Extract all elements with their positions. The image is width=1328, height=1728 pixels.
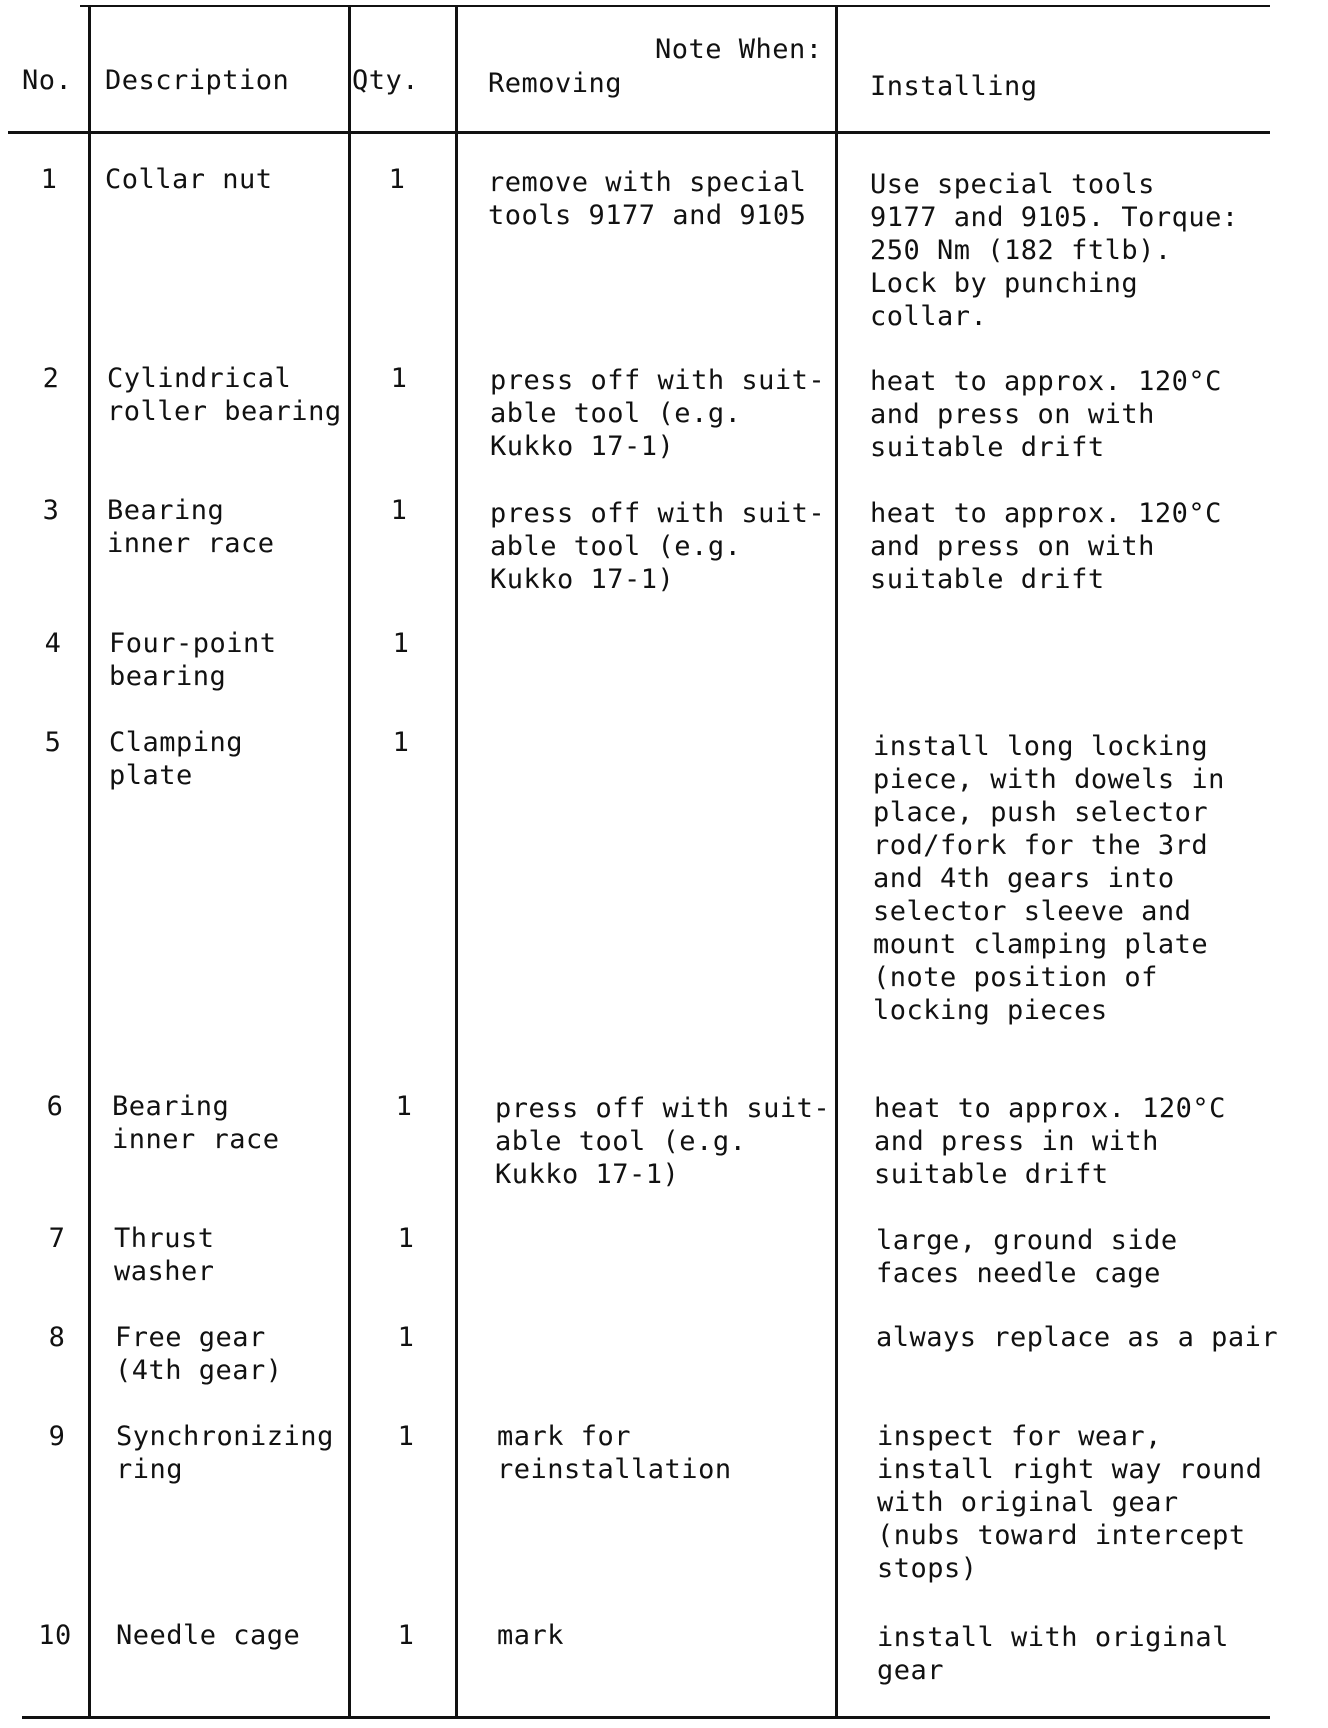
row-8-no: 8 (48, 1322, 66, 1353)
row-1-installing: Use special tools 9177 and 9105. Torque: 250 Nm (182 ftlb). Lock by punching collar. (870, 169, 1239, 332)
row-3-removing: press off with suit- able tool (e.g. Kukko 17-1) (490, 498, 826, 595)
row-3-description: Bearing inner race (107, 495, 275, 559)
row-1-qty: 1 (388, 164, 406, 195)
row-8-description: Free gear (4th gear) (115, 1322, 283, 1386)
row-9-removing: mark for reinstallation (497, 1421, 732, 1485)
header-removing: Removing (488, 68, 623, 99)
col-divider-2 (348, 5, 351, 1718)
col-divider-4 (835, 5, 838, 1718)
row-2-installing: heat to approx. 120°C and press on with suitable drift (870, 366, 1222, 463)
row-2-no: 2 (42, 363, 60, 394)
row-9-qty: 1 (397, 1421, 415, 1452)
row-6-description: Bearing inner race (112, 1091, 280, 1155)
row-10-installing: install with original gear (877, 1622, 1229, 1686)
row-8-qty: 1 (397, 1322, 415, 1353)
row-7-installing: large, ground side faces needle cage (876, 1225, 1178, 1289)
header-installing: Installing (870, 71, 1038, 102)
row-8-installing: always replace as a pair (876, 1322, 1279, 1353)
row-6-removing: press off with suit- able tool (e.g. Kukko 17-1) (495, 1093, 831, 1190)
row-10-removing: mark (497, 1620, 565, 1651)
row-9-installing: inspect for wear, install right way round with original gear (nubs toward intercept stops) (877, 1421, 1263, 1584)
top-rule (80, 5, 1270, 7)
row-2-removing: press off with suit- able tool (e.g. Kukko 17-1) (490, 365, 826, 462)
row-6-no: 6 (46, 1091, 64, 1122)
row-4-description: Four-point bearing (109, 628, 277, 692)
row-1-no: 1 (40, 164, 58, 195)
header-description: Description (105, 65, 290, 96)
header-note-when: Note When: (655, 34, 823, 65)
row-10-qty: 1 (397, 1620, 415, 1651)
row-7-description: Thrust washer (114, 1223, 215, 1287)
row-7-no: 7 (48, 1223, 66, 1254)
row-3-installing: heat to approx. 120°C and press on with suitable drift (870, 498, 1222, 595)
row-4-qty: 1 (392, 628, 410, 659)
header-no: No. (22, 65, 73, 96)
row-9-description: Synchronizing ring (116, 1421, 334, 1485)
col-divider-3 (455, 5, 458, 1718)
row-5-description: Clamping plate (109, 727, 244, 791)
row-7-qty: 1 (397, 1223, 415, 1254)
row-9-no: 9 (48, 1421, 66, 1452)
col-divider-1 (88, 5, 91, 1718)
header-rule (8, 131, 1270, 134)
header-qty: Qty. (352, 65, 420, 96)
row-6-qty: 1 (395, 1091, 413, 1122)
row-5-installing: install long locking piece, with dowels in place, push selector rod/fork for the 3rd and 4th gears into selector sleeve and mount clamping plate (note position of locking pieces (873, 731, 1225, 1026)
row-1-removing: remove with special tools 9177 and 9105 (488, 167, 807, 231)
row-3-no: 3 (42, 495, 60, 526)
row-5-no: 5 (44, 727, 62, 758)
row-5-qty: 1 (392, 727, 410, 758)
row-10-no: 10 (38, 1620, 72, 1651)
row-1-description: Collar nut (105, 164, 273, 195)
row-6-installing: heat to approx. 120°C and press in with suitable drift (874, 1093, 1226, 1190)
row-4-no: 4 (44, 628, 62, 659)
row-3-qty: 1 (390, 495, 408, 526)
row-2-description: Cylindrical roller bearing (107, 363, 342, 427)
row-2-qty: 1 (390, 363, 408, 394)
bottom-rule (22, 1716, 1270, 1719)
row-10-description: Needle cage (116, 1620, 301, 1651)
